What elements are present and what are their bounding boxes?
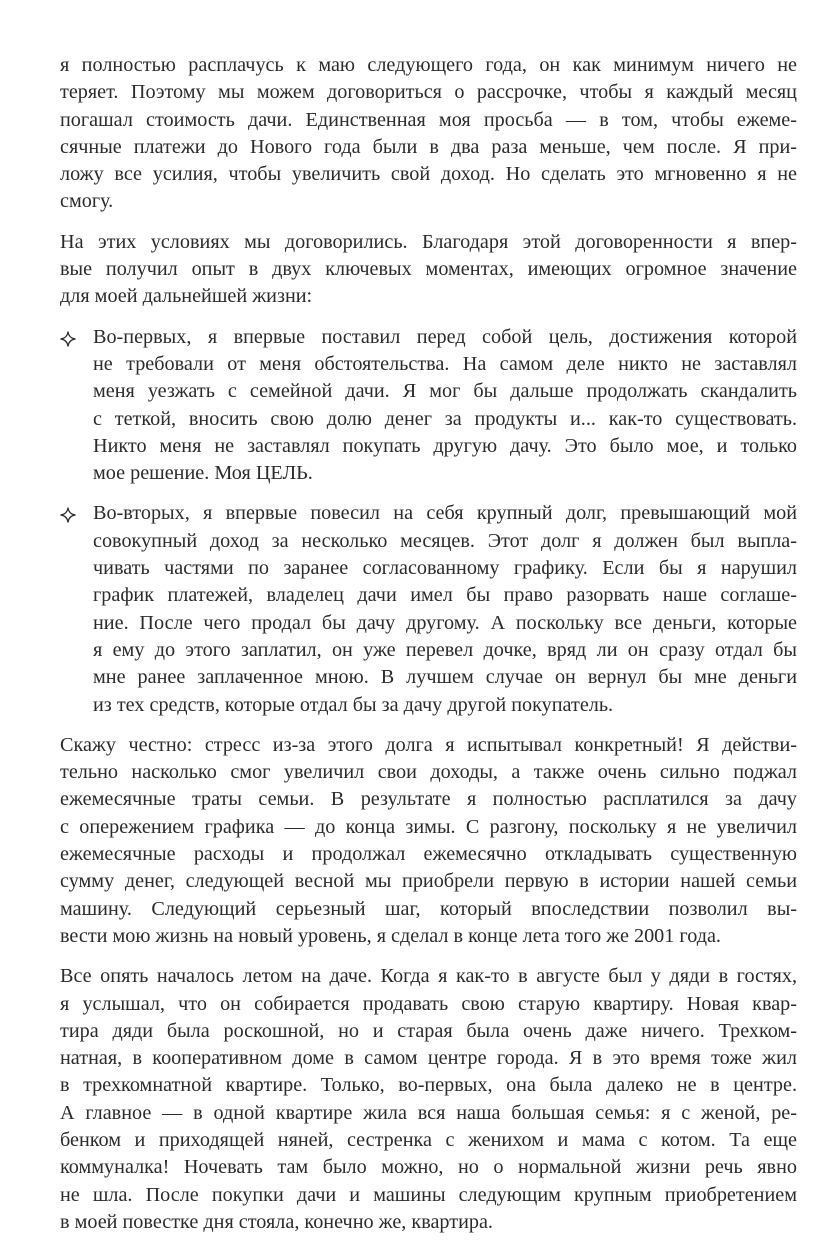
text-line: ложу все усилия, чтобы увеличить свой доход. Но сделать это мгновенно я не: [60, 163, 797, 186]
text-line: бенком и приходящей няней, сестренка с женихом и мама с котом. Та еще: [60, 1128, 797, 1151]
paragraph-installment-request: [60, 52, 797, 216]
paragraph-apartment: [60, 963, 797, 1236]
text-line: я ему до этого заплатил, он уже перевел дочке, вряд ли он сразу отдал бы: [93, 638, 797, 661]
text-line: не шла. После покупки дачи и машины следующим крупным приобретением: [60, 1183, 797, 1206]
text-line: сячные платежи до Нового года были в два раза меньше, чем после. Я при-: [60, 135, 797, 158]
paragraph-stress-and-payoff: [60, 732, 797, 950]
text-line: На этих условиях мы договорились. Благодаря этой договоренности я впер-: [60, 230, 797, 253]
text-line: Во-первых, я впервые поставил перед собой цель, достижения которой: [93, 325, 797, 348]
text-line: ние. После чего продал бы дачу другому. А поскольку все деньги, которые: [93, 611, 797, 634]
text-line: ежемесячные расходы и продолжал ежемесячно откладывать существенную: [60, 843, 797, 866]
text-line: не требовали от меня обстоятельства. На самом деле никто не заставлял: [93, 352, 797, 375]
list-item-first-debt: [60, 500, 797, 718]
text-line: из тех средств, которые отдал бы за дачу другой покупатель.: [93, 693, 614, 716]
text-line: совокупный доход за несколько месяцев. Этот долг я должен был выпла-: [93, 529, 797, 552]
text-line: с теткой, вносить свою долю денег за продукты и... как-то существовать.: [93, 407, 797, 430]
text-line: для моей дальнейшей жизни:: [60, 285, 313, 308]
text-line: меня уезжать с семейной дачи. Я мог бы дальше продолжать скандалить: [93, 380, 797, 403]
text-line: теряет. Поэтому мы можем договориться о рассрочке, чтобы я каждый месяц: [60, 81, 797, 104]
text-line: смогу.: [60, 190, 114, 213]
paragraph-agreement: [60, 229, 797, 311]
text-line: я полностью расплачусь к маю следующего года, он как минимум ничего не: [60, 54, 797, 76]
text-line: Во-вторых, я впервые повесил на себя крупный долг, превышающий мой: [93, 502, 797, 525]
text-line: вести мою жизнь на новый уровень, я сделал в конце лета того же 2001 года.: [60, 924, 721, 947]
text-line: в трехкомнатной квартире. Только, во-первых, она была далеко не в центре.: [60, 1074, 797, 1097]
four-point-star-icon: [60, 331, 76, 347]
text-line: натная, в кооперативном доме в самом центре города. Я в это время тоже жил: [60, 1047, 797, 1070]
text-line: ежемесячные траты семьи. В результате я полностью расплатился за дачу: [60, 788, 797, 811]
text-line: тира дяди была роскошной, но и старая была очень даже ничего. Трехком-: [60, 1019, 797, 1042]
text-line: с опережением графика — до конца зимы. С разгону, поскольку я не увеличил: [60, 815, 797, 838]
text-line: вые получил опыт в двух ключевых моментах, имеющих огромное значение: [60, 258, 797, 281]
text-line: Скажу честно: стресс из-за этого долга я испытывал конкретный! Я действи-: [60, 733, 797, 756]
text-line: машину. Следующий серьезный шаг, который впоследствии позволил вы-: [60, 897, 797, 920]
book-page: [60, 52, 797, 1249]
text-line: в моей повестке дня стояла, конечно же, квартира.: [60, 1210, 493, 1233]
list-item-first-goal: [60, 324, 797, 488]
text-line: погашал стоимость дачи. Единственная моя просьба — в том, чтобы ежеме-: [60, 108, 797, 131]
key-moments-list: [60, 324, 797, 719]
text-line: чивать частями по заранее согласованному графику. Если бы я нарушил: [93, 557, 797, 580]
text-line: график платежей, владелец дачи имел бы право разорвать наше соглаше-: [93, 584, 797, 607]
text-line: Все опять началось летом на даче. Когда я как-то в августе был у дяди в гостях,: [60, 965, 797, 988]
text-line: сумму денег, следующей весной мы приобрели первую в истории нашей семьи: [60, 870, 797, 893]
text-line: я услышал, что он собирается продавать свою старую квартиру. Новая квар-: [60, 992, 797, 1015]
text-line: коммуналка! Ночевать там было можно, но о нормальной жизни речь явно: [60, 1156, 797, 1179]
text-line: тельно насколько смог увеличил свои доходы, а также очень сильно поджал: [60, 761, 797, 784]
text-line: А главное — в одной квартире жила вся наша большая семья: я с женой, ре-: [60, 1101, 797, 1124]
text-line: мне ранее заплаченное мною. В лучшем случае он вернул бы мне деньги: [93, 666, 797, 689]
four-point-star-icon: [60, 507, 76, 523]
text-line: мое решение. Моя ЦЕЛЬ.: [93, 462, 313, 485]
text-line: Никто меня не заставлял покупать другую дачу. Это было мое, и только: [93, 434, 797, 457]
